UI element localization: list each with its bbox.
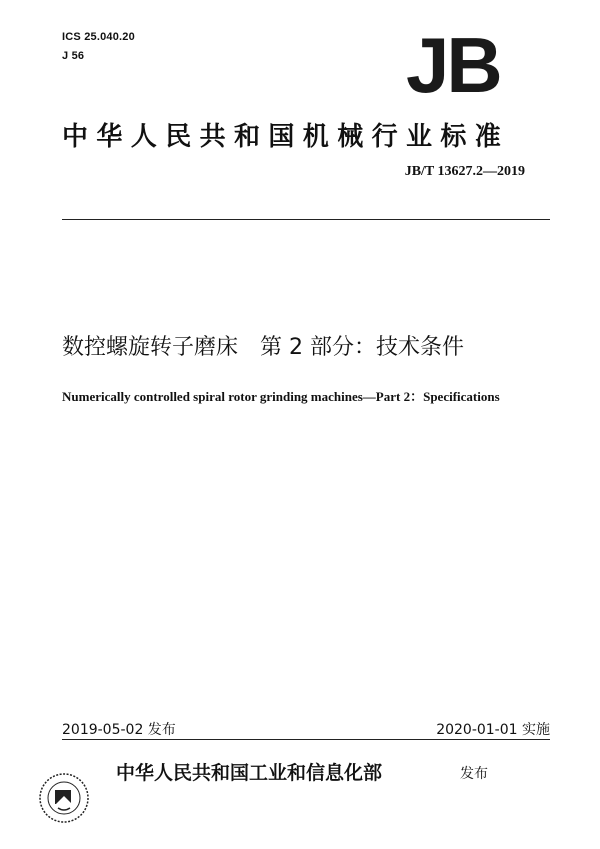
issuing-authority: 中华人民共和国工业和信息化部 xyxy=(116,762,383,784)
footer-divider xyxy=(62,739,550,740)
ccs-code: J 56 xyxy=(62,50,85,62)
ministry-seal-icon xyxy=(38,772,90,824)
publish-label: 发布 xyxy=(460,766,488,782)
implementation-date: 2020-01-01 实施 xyxy=(436,722,550,738)
standard-number: JB/T 13627.2—2019 xyxy=(404,164,525,179)
english-title: Numerically controlled spiral rotor grinding machines—Part 2：Specifications xyxy=(62,389,500,404)
ics-code: ICS 25.040.20 xyxy=(62,31,135,43)
jb-logo-text: JB xyxy=(406,21,500,109)
issue-date: 2019-05-02 发布 xyxy=(62,722,176,738)
standard-category-title: 中华人民共和国机械行业标准 xyxy=(62,122,510,152)
header-divider xyxy=(62,219,550,220)
chinese-title: 数控螺旋转子磨床 第 2 部分：技术条件 xyxy=(62,335,464,360)
jb-logo xyxy=(406,21,520,109)
